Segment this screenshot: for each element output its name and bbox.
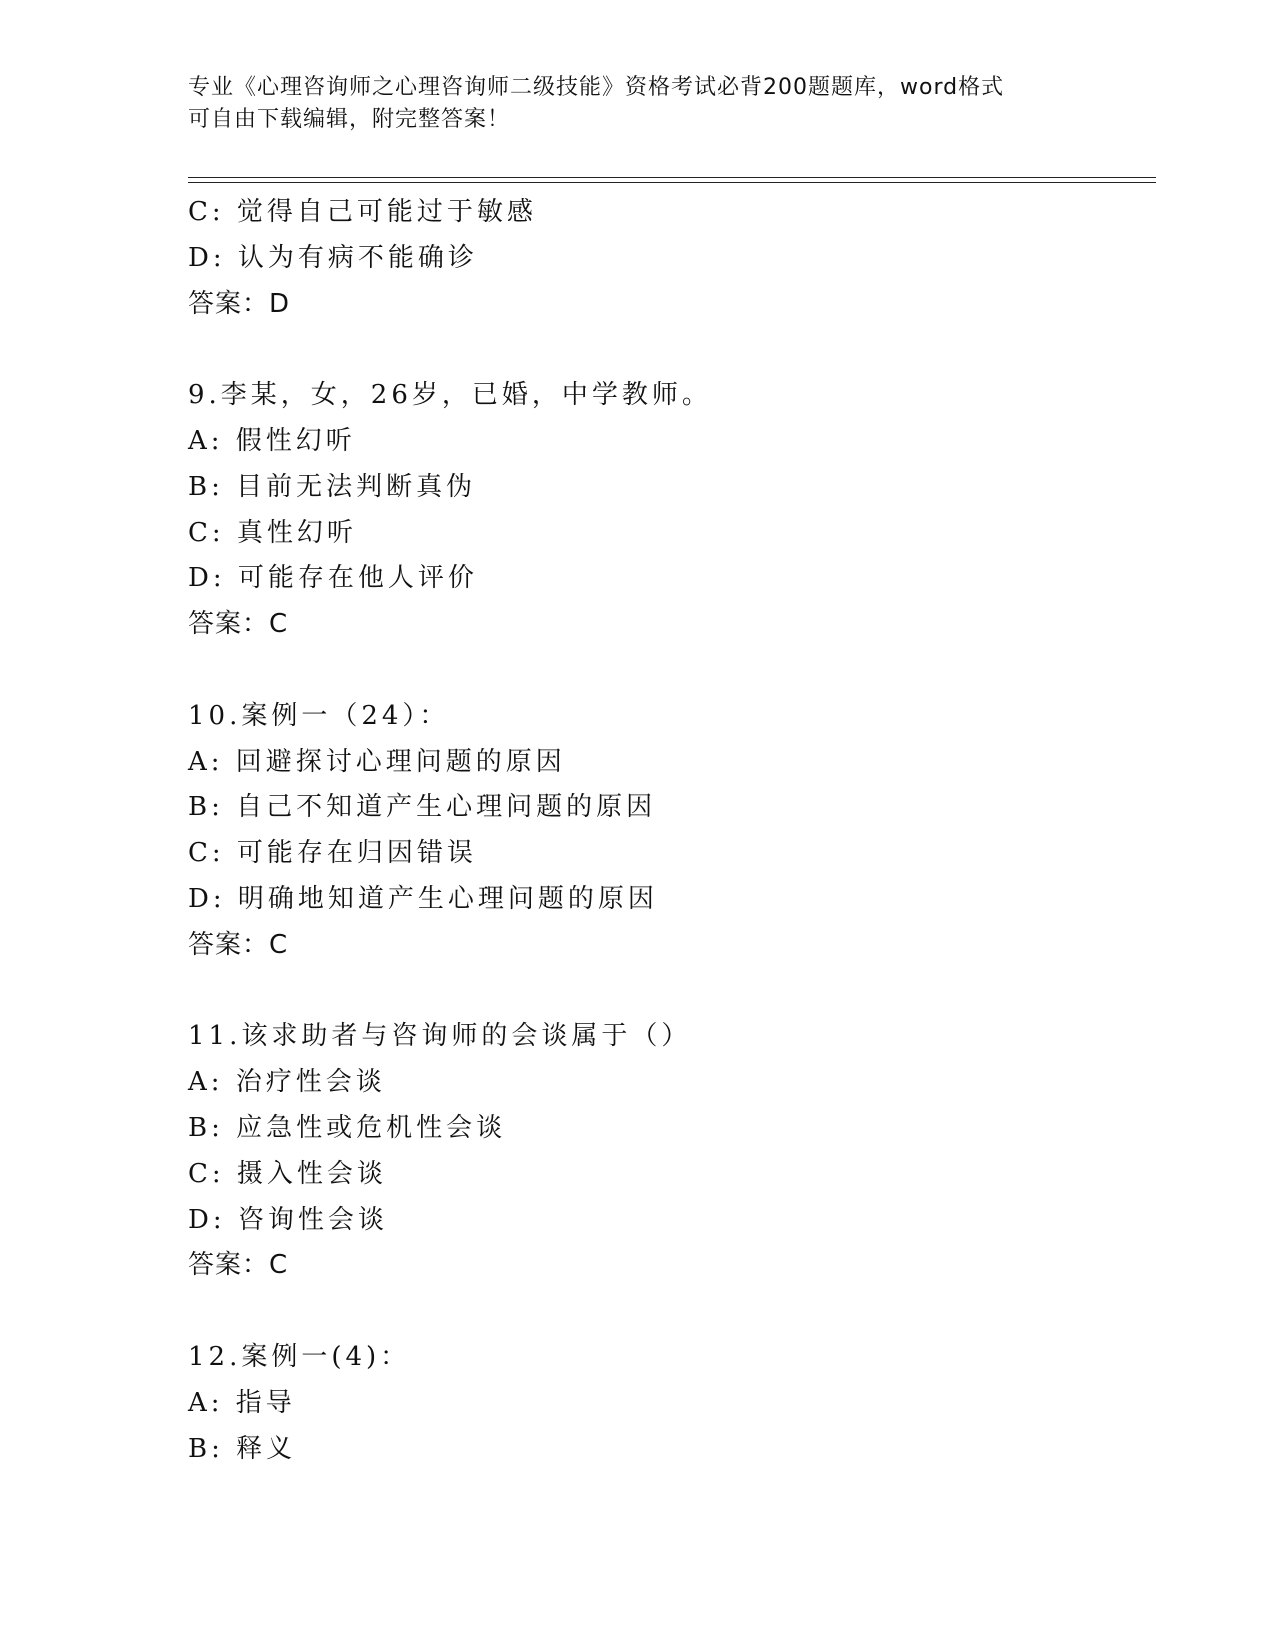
option-text: B: 释义: [188, 1433, 297, 1464]
question-list: [188, 190, 1148, 1472]
option-text: C: 真性幻听: [188, 517, 357, 548]
option-text: B: 目前无法判断真伪: [188, 471, 477, 502]
question-text: 9.李某，女，26岁，已婚，中学教师。: [188, 380, 712, 411]
question-text: 10.案例一（24）：: [188, 700, 450, 731]
answer-text: 答案：C: [188, 609, 289, 640]
option-text: D: 认为有病不能确诊: [188, 242, 478, 273]
question-text: 11.该求助者与咨询师的会谈属于（）: [188, 1021, 692, 1052]
option-text: D: 咨询性会谈: [188, 1204, 388, 1235]
option-text: A: 治疗性会谈: [188, 1067, 386, 1098]
option-text: D: 明确地知道产生心理问题的原因: [188, 883, 658, 914]
option-text: C: 可能存在归因错误: [188, 838, 477, 869]
answer-text: 答案：D: [188, 288, 291, 319]
answer-text: 答案：C: [188, 929, 289, 960]
header-double-rule: [188, 177, 1156, 183]
option-text: A: 回避探讨心理问题的原因: [188, 746, 566, 777]
option-text: B: 应急性或危机性会谈: [188, 1112, 507, 1143]
question-text: 12.案例一(4)：: [188, 1341, 411, 1372]
header-line-1: 专业《心理咨询师之心理咨询师二级技能》资格考试必背200题题库，word格式: [188, 75, 1005, 100]
option-text: C: 摄入性会谈: [188, 1158, 387, 1189]
option-text: B: 自己不知道产生心理问题的原因: [188, 792, 657, 823]
option-text: D: 可能存在他人评价: [188, 563, 478, 594]
answer-text: 答案：C: [188, 1250, 289, 1281]
header-line-2: 可自由下载编辑，附完整答案！: [188, 107, 511, 132]
option-text: C: 觉得自己可能过于敏感: [188, 197, 537, 227]
option-text: A: 假性幻听: [188, 425, 356, 456]
document-header: [188, 72, 1088, 136]
option-text: A: 指导: [188, 1387, 296, 1418]
